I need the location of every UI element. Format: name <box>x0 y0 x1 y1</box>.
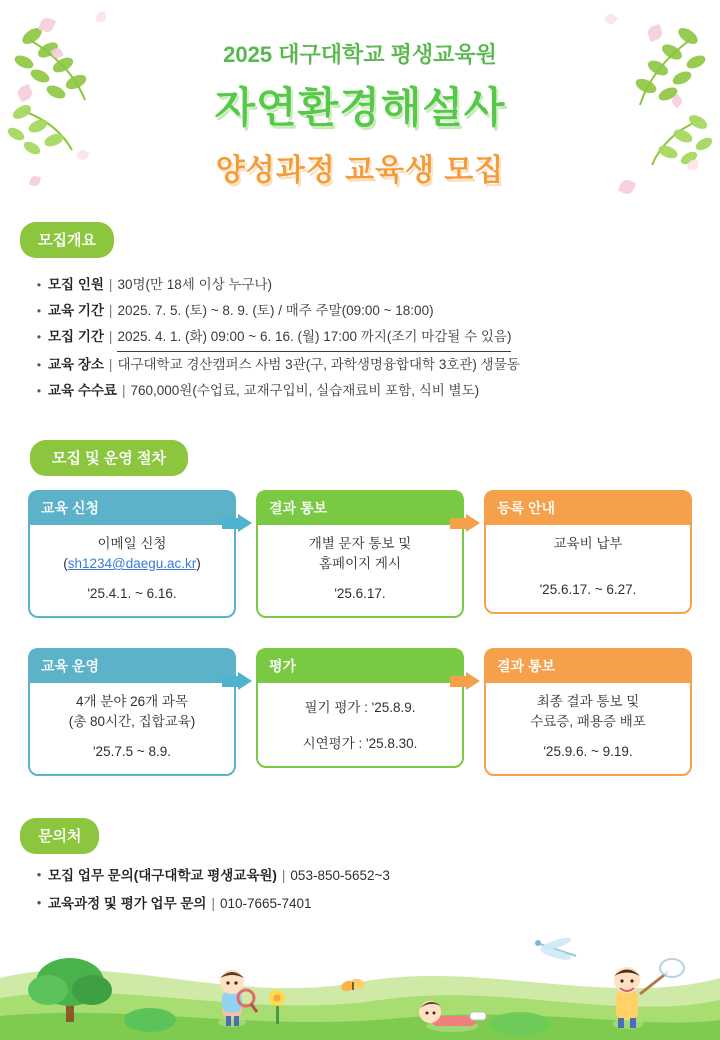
list-item-label: 모집 기간 <box>48 329 104 344</box>
flow-card-line2: 홈페이지 게시 <box>319 556 401 571</box>
flow-card-body <box>258 682 462 766</box>
email-prefix: ( <box>63 556 68 571</box>
flow-card-title: 결과 통보 <box>257 491 463 525</box>
contact-label: 모집 업무 문의(대구대학교 평생교육원) <box>48 868 277 883</box>
contact-list <box>30 862 690 918</box>
process-flow-row-1 <box>28 490 694 630</box>
flow-card-operation <box>28 648 236 776</box>
arrow-right-icon <box>450 672 480 690</box>
flow-card-apply <box>28 490 236 618</box>
bullet-icon: • <box>36 278 42 292</box>
list-item-value: 760,000원(수업료, 교재구입비, 실습재료비 포함, 식비 별도) <box>130 383 480 398</box>
bullet-icon: • <box>36 384 42 398</box>
list-item-value: 2025. 4. 1. (화) 09:00 ~ 6. 16. (월) 17:00 까지(조기 마감될 수 있음) <box>117 324 511 352</box>
list-item-label: 모집 인원 <box>48 277 104 292</box>
list-item <box>30 324 690 352</box>
flow-card-registration <box>484 490 692 614</box>
flow-card-title: 교육 운영 <box>29 649 235 683</box>
flow-card-date: '25.6.17. <box>334 586 386 601</box>
list-item-separator: | <box>108 357 113 372</box>
flow-card-evaluation <box>256 648 464 768</box>
list-item-separator: | <box>108 329 113 344</box>
arrow-right-icon <box>450 514 480 532</box>
contact-phone: 010-7665-7401 <box>219 896 312 911</box>
flow-card-title: 등록 안내 <box>485 491 691 525</box>
email-link[interactable]: sh1234@daegu.ac.kr <box>67 556 197 571</box>
flow-card-title: 결과 통보 <box>485 649 691 683</box>
flow-card-body <box>258 524 462 616</box>
flow-card-line2: 시연평가 : '25.8.30. <box>302 736 418 751</box>
arrow-right-icon <box>222 514 252 532</box>
overview-list <box>30 272 690 404</box>
list-item-value: 대구대학교 경산캠퍼스 사범 3관(구, 과학생명융합대학 3호관) 생물동 <box>117 357 520 372</box>
list-item <box>30 862 690 890</box>
list-item-label: 교육 장소 <box>48 357 104 372</box>
flow-card-line1: 이메일 신청 <box>97 536 167 551</box>
process-flow-row-2 <box>28 648 694 788</box>
list-item-separator: | <box>121 383 126 398</box>
section-title-overview <box>20 222 114 258</box>
flow-card-date: '25.4.1. ~ 6.16. <box>87 586 177 601</box>
flow-card-body <box>486 524 690 612</box>
process-flow <box>28 490 694 788</box>
flow-card-line1: 교육비 납부 <box>553 536 623 551</box>
flow-card-date: '25.9.6. ~ 9.19. <box>543 744 633 759</box>
bullet-icon: • <box>36 358 42 372</box>
list-item <box>30 298 690 324</box>
list-item-label: 교육 기간 <box>48 303 104 318</box>
list-item-value: 2025. 7. 5. (토) ~ 8. 9. (토) / 매주 주말(09:00 ~ 18:00) <box>117 303 434 318</box>
contact-label: 교육과정 및 평가 업무 문의 <box>48 896 207 911</box>
flow-card-line2: (총 80시간, 집합교육) <box>68 714 196 729</box>
poster-header <box>0 0 720 189</box>
list-item <box>30 272 690 298</box>
bullet-icon: • <box>36 895 42 910</box>
flow-card-email-row <box>38 554 226 574</box>
contact-separator: | <box>211 896 215 911</box>
header-subtitle: 2025 대구대학교 평생교육원 <box>223 42 497 67</box>
bullet-icon: • <box>36 867 42 882</box>
contact-phone: 053-850-5652~3 <box>290 868 390 883</box>
flow-card-line1: 4개 분야 26개 과목 <box>75 694 189 709</box>
arrow-right-icon <box>222 672 252 690</box>
bullet-icon: • <box>36 330 42 344</box>
contact-pill-label: 문의처 <box>20 818 99 854</box>
process-pill-label: 모집 및 운영 절차 <box>30 440 188 476</box>
contact-separator: | <box>281 868 286 883</box>
overview-pill-label: 모집개요 <box>20 222 114 258</box>
flow-card-date: '25.7.5 ~ 8.9. <box>92 744 171 759</box>
list-item-value: 30명(만 18세 이상 누구나) <box>117 277 273 292</box>
list-item-separator: | <box>108 303 113 318</box>
flow-card-line1: 개별 문자 통보 및 <box>308 536 412 551</box>
list-item <box>30 378 690 404</box>
header-title: 자연환경해설사 <box>214 84 506 131</box>
list-item <box>30 352 690 378</box>
section-title-contact <box>20 818 99 854</box>
list-item-label: 교육 수수료 <box>48 383 117 398</box>
flow-card-body <box>486 682 690 774</box>
bullet-icon: • <box>36 304 42 318</box>
flow-card-body <box>30 524 234 616</box>
flow-card-line2: 수료증, 패용증 배포 <box>530 714 646 729</box>
footer-illustration <box>0 920 720 1040</box>
flow-card-result-notice <box>256 490 464 618</box>
flow-card-final-result <box>484 648 692 776</box>
flow-card-title: 평가 <box>257 649 463 683</box>
flow-card-body <box>30 682 234 774</box>
email-suffix: ) <box>196 556 201 571</box>
header-title-secondary: 양성과정 교육생 모집 <box>215 154 505 187</box>
flow-card-line1: 최종 결과 통보 및 <box>536 694 640 709</box>
section-title-process <box>30 440 188 476</box>
flow-card-line1: 필기 평가 : '25.8.9. <box>304 700 416 715</box>
list-item <box>30 890 690 918</box>
flow-card-date: '25.6.17. ~ 6.27. <box>539 582 637 597</box>
flow-card-title: 교육 신청 <box>29 491 235 525</box>
list-item-separator: | <box>108 277 113 292</box>
